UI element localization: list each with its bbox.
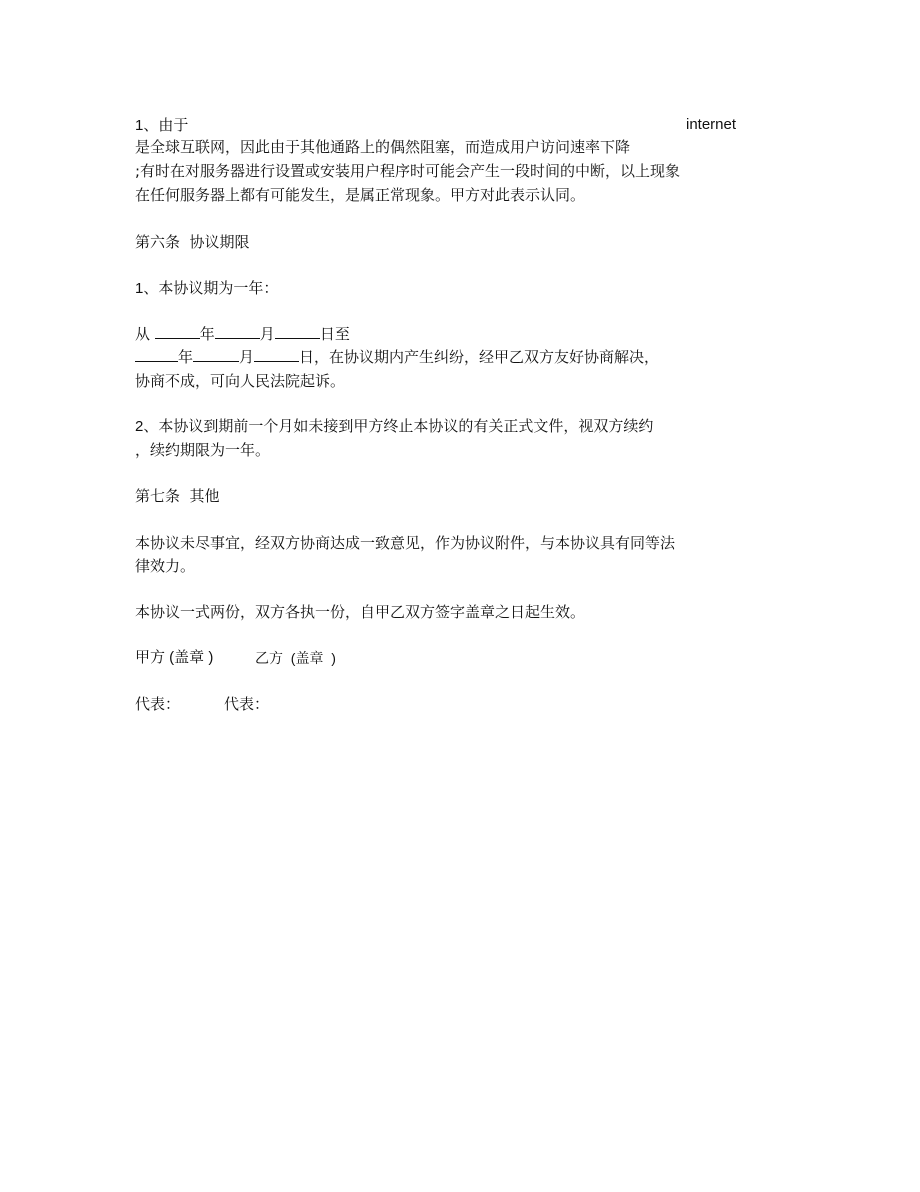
- item-number: 2: [135, 418, 144, 435]
- period-rest-text: 日，在协议期内产生纠纷，经甲乙双方友好协商解决，: [299, 348, 660, 366]
- month-blank: [215, 324, 260, 339]
- day-blank: [275, 324, 320, 339]
- day-blank: [254, 347, 299, 362]
- year-label: 年: [199, 325, 215, 343]
- item-text: 、本协议期为一年：: [143, 279, 279, 297]
- year-blank: [155, 324, 200, 339]
- period-line1: [135, 324, 350, 344]
- year-label: 年: [178, 348, 194, 366]
- month-blank: [193, 347, 239, 362]
- clause-item1-line4: 在任何服务器上都有可能发生，是属正常现象。甲方对此表示认同。: [135, 186, 586, 204]
- article6-item1: [135, 278, 278, 299]
- party-a-seal: 甲方 (盖章 ): [135, 649, 214, 666]
- from-label: 从: [135, 325, 155, 343]
- item-text: 、由于: [143, 116, 189, 134]
- item-number: 1: [135, 280, 144, 297]
- article7-para1-line2: 律效力。: [135, 557, 196, 575]
- party-b-seal: 乙方 (盖章 ): [255, 650, 336, 666]
- party-a-representative: 代表：: [135, 695, 181, 713]
- article6-item2-line1: [135, 416, 653, 437]
- clause-item1-line2: 是全球互联网，因此由于其他通路上的偶然阻塞，而造成用户访问速率下降: [135, 138, 631, 156]
- internet-word: internet: [686, 116, 737, 133]
- clause-item1-line3: ;有时在对服务器进行设置或安装用户程序时可能会产生一段时间的中断，以上现象: [135, 162, 681, 180]
- item-text: 、本协议到期前一个月如未接到甲方终止本协议的有关正式文件，视双方续约: [143, 417, 654, 435]
- month-label: 月: [239, 348, 255, 366]
- year-blank: [135, 347, 178, 362]
- article7-para2: 本协议一式两份，双方各执一份，自甲乙双方签字盖章之日起生效。: [135, 603, 586, 621]
- article6-item2-line2: ，续约期限为一年。: [135, 441, 271, 459]
- month-label: 月: [259, 325, 275, 343]
- period-line2: [135, 347, 659, 367]
- article7-para1-line1: 本协议未尽事宜，经双方协商达成一致意见，作为协议附件，与本协议具有同等法: [135, 534, 676, 552]
- item-number: 1: [135, 117, 144, 134]
- clause-item1-line1: [135, 115, 188, 136]
- period-line3: 协商不成，可向人民法院起诉。: [135, 372, 346, 390]
- party-b-representative: 代表：: [224, 695, 270, 713]
- day-to-label: 日至: [319, 325, 350, 343]
- article7-heading: 第七条 其他: [135, 487, 220, 505]
- article6-heading: 第六条 协议期限: [135, 233, 250, 251]
